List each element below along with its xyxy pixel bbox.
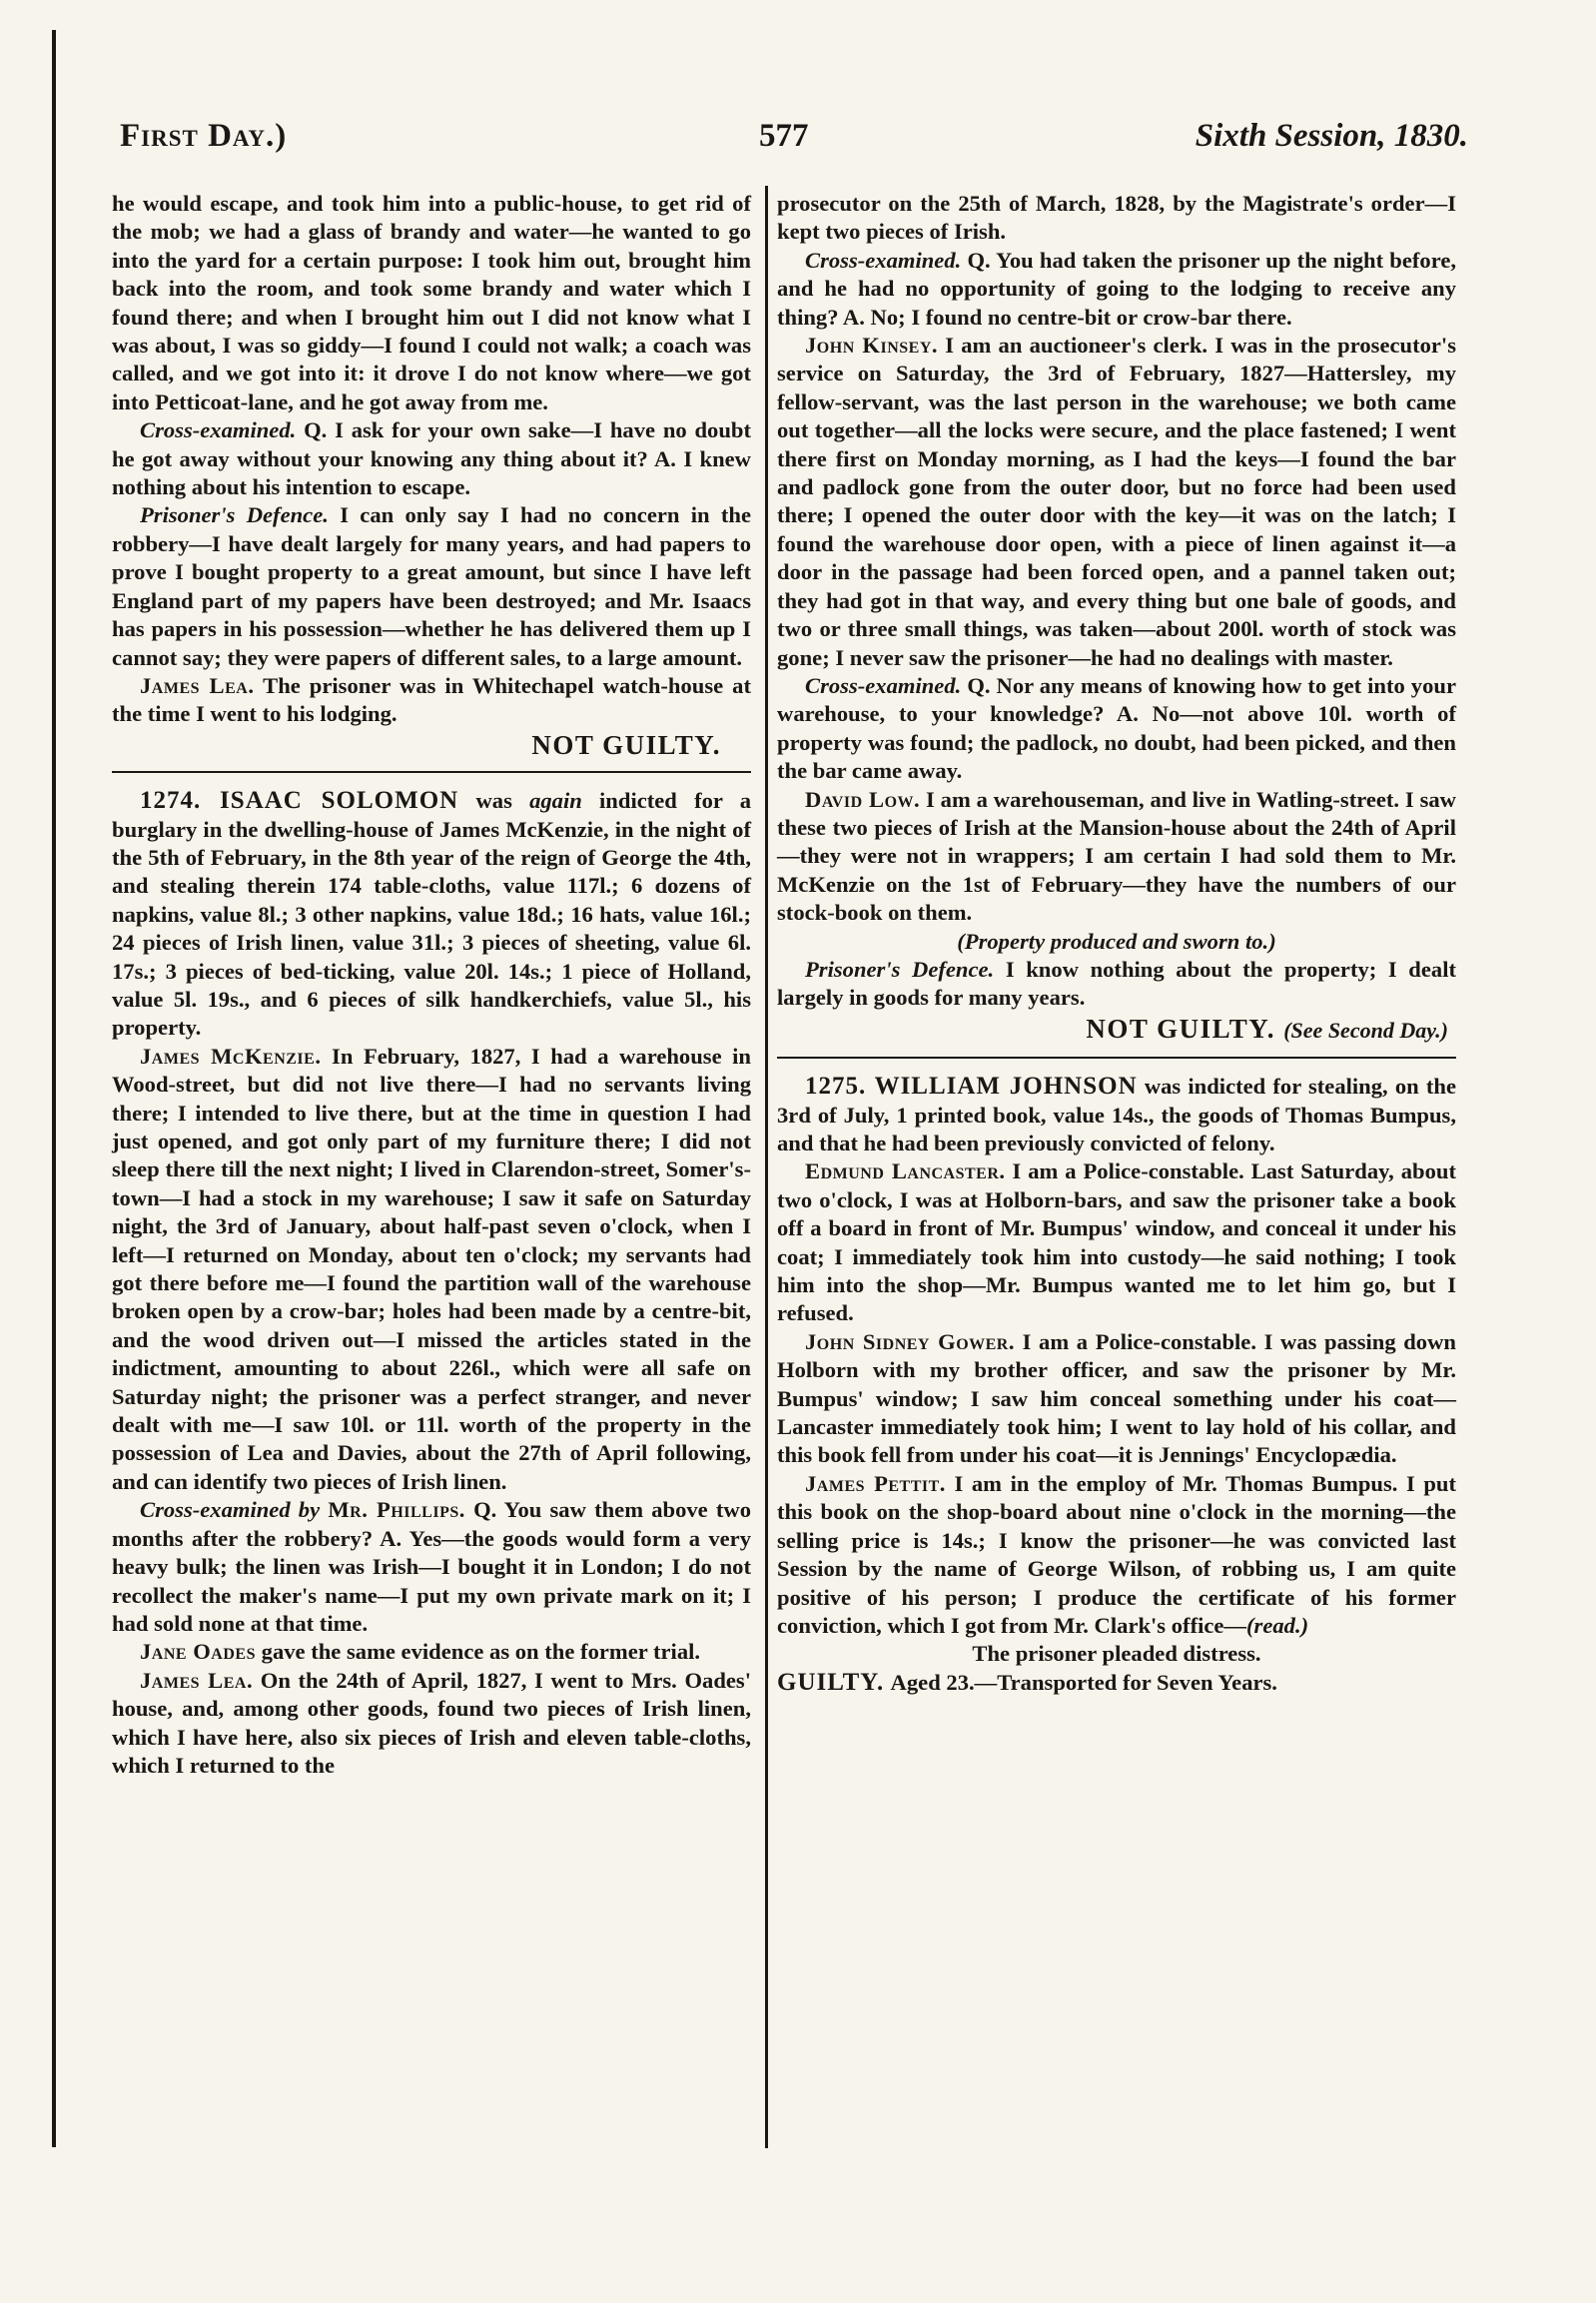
paragraph-text: I know nothing about the property; I dealt largely in goods for many years. <box>777 956 1457 1011</box>
paragraph <box>777 1328 1456 1470</box>
right-column <box>777 190 1456 1697</box>
paragraph <box>777 1470 1456 1640</box>
emphasis: (Property produced and sworn to.) <box>957 928 1276 954</box>
paragraph-text: I am in the employ of Mr. Thomas Bumpus. I put this book on the shop-board about nine o'clock in the morning—the selling price is 14s.; I know the prisoner—he was convicted last Session by the name of George Wilson, of robbing us, I am quite positive of his person; I produce the certificate of his former conviction, which I got from Mr. Clark's office— <box>777 1470 1456 1638</box>
binding-rule <box>52 30 56 2147</box>
paragraph-text: I am a warehouseman, and live in Watling-street. I saw these two pieces of Irish at the Mansion-house about the 24th of April—they were not in wrappers; I am certain I had sold them to Mr. McKenzie on the 1st of February—they have the numbers of our stock-book on them. <box>777 786 1456 926</box>
witness-name: David Low. <box>805 786 921 812</box>
witness-name: Jane Oades <box>140 1639 256 1665</box>
page-number: 577 <box>759 118 809 154</box>
sentence-text: Aged 23.—Transported for Seven Years. <box>890 1669 1277 1695</box>
witness-name: James Lea. <box>140 1667 254 1693</box>
left-column <box>112 190 751 1780</box>
lead-label: Cross-examined by <box>140 1497 321 1523</box>
paragraph: prosecutor on the 25th of March, 1828, by the Magistrate's order—I kept two pieces of Irish. <box>777 191 1456 245</box>
lead-label: Cross-examined. <box>805 247 962 273</box>
paragraph-text: The prisoner was in Whitechapel watch-house at the time I went to his lodging. <box>112 672 751 727</box>
header-day: First Day.) <box>120 118 288 154</box>
paragraph <box>112 1667 751 1781</box>
paragraph <box>777 1157 1456 1327</box>
counsel-name: Mr. Phillips. <box>328 1497 465 1523</box>
witness-name: John Kinsey. <box>805 333 939 359</box>
paragraph <box>777 786 1456 928</box>
lead-label: Cross-examined. <box>805 672 962 698</box>
witness-name: James McKenzie. <box>140 1043 322 1069</box>
property-note <box>777 928 1456 956</box>
paragraph <box>112 1043 751 1497</box>
case-rule <box>112 771 751 773</box>
paragraph <box>112 1638 751 1666</box>
plea-note: The prisoner pleaded distress. <box>972 1641 1261 1667</box>
witness-name: John Sidney Gower. <box>805 1328 1016 1354</box>
paragraph <box>777 956 1456 1013</box>
paragraph <box>777 672 1456 786</box>
paragraph <box>777 332 1456 672</box>
paragraph-text: I am a Police-constable. I was passing down Holborn with my brother officer, and saw the prisoner by Mr. Bumpus' window; I saw him conceal something under his coat—Lancaster immediately took him; I went to lay hold of his collar, and this book fell from under his coat—it is Jennings' Encyclopædia. <box>777 1328 1456 1468</box>
lead-label: Cross-examined. <box>140 417 297 443</box>
paragraph <box>777 247 1456 332</box>
verdict <box>777 1015 1456 1045</box>
witness-name: James Pettit. <box>805 1470 946 1496</box>
paragraph-text: Q. You had taken the prisoner up the night before, and he had no opportunity of going to the lodging to receive any thing? A. No; I found no centre-bit or crow-bar there. <box>777 247 1456 330</box>
verdict-text: GUILTY. <box>777 1668 885 1696</box>
paragraph-text: indicted for a burglary in the dwelling-house of James McKenzie, in the night of the 5th of February, in the 8th year of the reign of George the 4th, and stealing therein 174 table-cloths, value 117l.; 6 dozens of napkins, value 8l.; 3 other napkins, value 18d.; 16 hats, value 16l.; 24 pieces of Irish linen, value 31l.; 3 pieces of sheeting, value 6l. 17s.; 3 pieces of bed-ticking, value 20l. 14s.; 1 piece of Holland, value 5l. 19s., and 6 pieces of silk handkerchiefs, value 5l., his property. <box>112 788 752 1041</box>
emphasis: again <box>529 788 582 814</box>
paragraph <box>112 672 751 729</box>
paragraph-text: was <box>475 788 512 814</box>
header-session: Sixth Session, 1830. <box>1195 118 1468 154</box>
paragraph-text: I am an auctioneer's clerk. I was in the prosecutor's service on Saturday, the 3rd of February, 1827—Hattersley, my fellow-servant, was the last person in the warehouse; we both came out together—all the locks were secure, and the place fastened; I went there first on Monday morning, as I had the keys—I found the bar and padlock gone from the outer door, but no force had been used there; I opened the outer door with the key—it was on the latch; I found the warehouse door open, with a piece of linen against it—a door in the passage had been forced open, and a pannel taken out; they had got in that way, and every thing but one bale of goods, and two or three small things, was taken—about 200l. worth of stock was gone; I never saw the prisoner—he had no dealings with master. <box>777 333 1456 670</box>
paragraph <box>112 501 751 671</box>
verdict-note: (See Second Day.) <box>1283 1017 1448 1043</box>
emphasis: (read.) <box>1246 1612 1309 1638</box>
paragraph-text: Q. You saw them above two months after the robbery? A. Yes—the goods would form a very heavy bulk; the linen was Irish—I bought it in London; I do not recollect the maker's name—I put my own private mark on it; I had sold none at that time. <box>112 1497 751 1636</box>
paragraph-text: On the 24th of April, 1827, I went to Mrs. Oades' house, and, among other goods, found two pieces of Irish linen, which I have here, also six pieces of Irish and eleven table-cloths, which I returned to the <box>112 1667 751 1778</box>
case-heading <box>112 787 751 1043</box>
paragraph-text: I can only say I had no concern in the robbery—I have dealt largely for many years, and had papers to prove I bought property to a great amount, but since I have left England part of my papers have been destroyed; and Mr. Isaacs has papers in his possession—whether he has delivered them up I cannot say; they were papers of different sales, to a large amount. <box>112 502 751 670</box>
paragraph: he would escape, and took him into a public-house, to get rid of the mob; we had a glass of brandy and water—he wanted to go into the yard for a certain purpose: I took him out, brought him back into the room, and took some brandy and water which I found there; and when I brought him out I did not know what I was about, I was so giddy—I found I could not walk; a coach was called, and we got into it: it drove I do not know where—we got into Petticoat-lane, and he got away from me. <box>112 191 751 414</box>
paragraph-text: was indicted for stealing, on the 3rd of July, 1 printed book, value 14s., the goods of Thomas Bumpus, and that he had been previously convicted of felony. <box>777 1074 1456 1155</box>
column-divider <box>765 186 768 2148</box>
paragraph-text: gave the same evidence as on the former trial. <box>261 1639 701 1665</box>
case-title: 1275. WILLIAM JOHNSON <box>805 1073 1138 1101</box>
verdict: NOT GUILTY. <box>531 729 721 760</box>
paragraph-text: Q. Nor any means of knowing how to get into your warehouse, to your knowledge? A. No—not above 10l. worth of property was found; the padlock, no doubt, had been picked, and then the bar came away. <box>777 672 1456 784</box>
paragraph-text: Q. I ask for your own sake—I have no doubt he got away without your knowing any thing about it? A. I knew nothing about his intention to escape. <box>112 417 751 500</box>
paragraph <box>112 416 751 501</box>
paragraph <box>112 1496 751 1638</box>
case-rule <box>777 1057 1456 1059</box>
verdict-text: NOT GUILTY. <box>1086 1013 1275 1044</box>
final-verdict <box>777 1669 1456 1697</box>
paragraph-text: In February, 1827, I had a warehouse in Wood-street, but did not live there—I had no servants living there; I intended to live there, but at the time in question I had just opened, and got only part of my furniture there; I did not sleep there till the next night; I lived in Clarendon-street, Somer's-town—I had a stock in my warehouse; I saw it safe on Saturday night, the 3rd of January, about half-past seven o'clock, when I left—I returned on Monday, about ten o'clock; my servants had got there before me—I found the partition wall of the warehouse broken open by a crow-bar; holes had been made by a centre-bit, and the wood driven out—I missed the articles stated in the indictment, amounting to about 226l., which were all safe on Saturday night; the prisoner was a perfect stranger, and never dealt with me—I saw 10l. or 11l. worth of the property in the possession of Lea and Davies, about the 27th of April following, and can identify two pieces of Irish linen. <box>112 1043 751 1494</box>
paragraph-text: I am a Police-constable. Last Saturday, about two o'clock, I was at Holborn-bars, and saw the prisoner take a book off a board in front of Mr. Bumpus' window, and conceal it under his coat; I immediately took him into custody—he said nothing; I took him into the shop—Mr. Bumpus wanted me to let him go, but I refused. <box>777 1158 1457 1326</box>
case-heading <box>777 1073 1456 1157</box>
case-title: 1274. ISAAC SOLOMON <box>140 787 459 815</box>
lead-label: Prisoner's Defence. <box>805 956 995 982</box>
witness-name: Edmund Lancaster. <box>805 1158 1006 1184</box>
lead-label: Prisoner's Defence. <box>140 502 329 528</box>
running-header <box>120 118 1468 168</box>
witness-name: James Lea. <box>140 672 255 698</box>
